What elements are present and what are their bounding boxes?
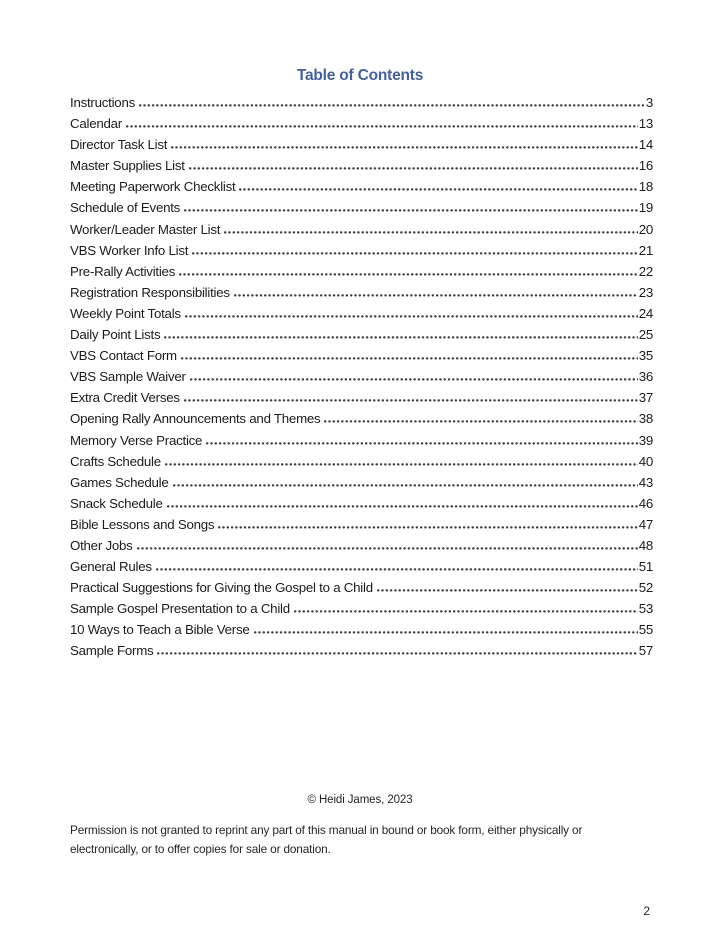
toc-entry-label: Calendar bbox=[70, 116, 122, 132]
toc-entry bbox=[70, 369, 653, 390]
toc-entry bbox=[70, 411, 653, 432]
toc-entry-label: General Rules bbox=[70, 559, 152, 575]
toc-entry-page: 52 bbox=[638, 580, 653, 596]
toc-entry-label: Registration Responsibilities bbox=[70, 284, 230, 300]
toc-entry-label: Practical Suggestions for Giving the Gospel to a Child bbox=[70, 580, 373, 596]
toc-entry-label: Snack Schedule bbox=[70, 495, 163, 511]
toc-entry-label: Memory Verse Practice bbox=[70, 432, 203, 448]
permission-line: electronically, or to offer copies for sale or donation. bbox=[70, 842, 331, 856]
toc-entry-page: 18 bbox=[638, 179, 653, 195]
dot-leader bbox=[234, 292, 638, 297]
toc-entry bbox=[70, 538, 653, 559]
toc-entry bbox=[70, 601, 653, 622]
toc-entry-page: 47 bbox=[638, 516, 653, 532]
dot-leader bbox=[189, 165, 638, 170]
toc-entry-label: Games Schedule bbox=[70, 474, 169, 490]
toc-entry-page: 38 bbox=[638, 411, 653, 427]
dot-leader bbox=[254, 629, 638, 634]
toc-entry-label: Instructions bbox=[70, 95, 135, 110]
toc-entry-page: 39 bbox=[638, 432, 653, 448]
dot-leader bbox=[181, 355, 638, 360]
dot-leader bbox=[137, 545, 638, 550]
toc-entry-label: Weekly Point Totals bbox=[70, 305, 181, 321]
dot-leader bbox=[239, 186, 637, 191]
dot-leader bbox=[377, 587, 638, 592]
toc-entry-label: Worker/Leader Master List bbox=[70, 221, 221, 237]
dot-leader bbox=[139, 102, 645, 107]
toc-entry-label: Master Supplies List bbox=[70, 158, 185, 174]
toc-entry-label: Schedule of Events bbox=[70, 200, 181, 216]
toc-entry-page: 25 bbox=[638, 327, 653, 343]
permission-text bbox=[70, 821, 680, 859]
dot-leader bbox=[294, 608, 638, 613]
toc-entry bbox=[70, 222, 653, 243]
toc-entry-label: Opening Rally Announcements and Themes bbox=[70, 411, 321, 427]
dot-leader bbox=[190, 376, 638, 381]
toc-entry bbox=[70, 264, 653, 285]
toc-entry-label: Crafts Schedule bbox=[70, 453, 161, 469]
dot-leader bbox=[184, 397, 638, 402]
toc-entry-label: Sample Gospel Presentation to a Child bbox=[70, 601, 290, 617]
toc-entry-page: 36 bbox=[638, 369, 653, 385]
toc-entry-page: 3 bbox=[645, 95, 653, 110]
toc-entry bbox=[70, 306, 653, 327]
copyright-line: © Heidi James, 2023 bbox=[307, 794, 413, 806]
toc-entry-page: 53 bbox=[638, 601, 653, 617]
toc-entry-label: Meeting Paperwork Checklist bbox=[70, 179, 236, 195]
toc-entry-page: 46 bbox=[638, 495, 653, 511]
toc-entry bbox=[70, 348, 653, 369]
toc-entry-page: 55 bbox=[638, 622, 653, 638]
toc-entry-page: 23 bbox=[638, 284, 653, 300]
toc-entry-label: Other Jobs bbox=[70, 537, 133, 553]
toc-entry-label: Daily Point Lists bbox=[70, 327, 161, 343]
toc-entry-page: 57 bbox=[638, 643, 653, 659]
dot-leader bbox=[173, 482, 638, 487]
toc-entry bbox=[70, 158, 653, 179]
toc-entry bbox=[70, 179, 653, 200]
toc-entry-label: Director Task List bbox=[70, 137, 168, 153]
dot-leader bbox=[224, 229, 638, 234]
toc-entry bbox=[70, 475, 653, 496]
page-number: 2 bbox=[643, 904, 650, 918]
toc-entry-page: 48 bbox=[638, 537, 653, 553]
dot-leader bbox=[179, 271, 638, 276]
toc-entry-label: Extra Credit Verses bbox=[70, 390, 180, 406]
toc-entry-label: VBS Contact Form bbox=[70, 348, 177, 364]
toc-entry bbox=[70, 559, 653, 580]
toc-entry-page: 24 bbox=[638, 305, 653, 321]
toc-entry bbox=[70, 390, 653, 411]
toc-entry-label: VBS Sample Waiver bbox=[70, 369, 186, 385]
toc-entry bbox=[70, 622, 653, 643]
toc-entry-page: 35 bbox=[638, 348, 653, 364]
dot-leader bbox=[164, 334, 637, 339]
table-of-contents bbox=[70, 95, 653, 665]
toc-entry bbox=[70, 580, 653, 601]
dot-leader bbox=[218, 524, 637, 529]
toc-entry bbox=[70, 517, 653, 538]
toc-entry bbox=[70, 243, 653, 264]
toc-entry bbox=[70, 116, 653, 137]
toc-entry bbox=[70, 137, 653, 158]
page-title: Table of Contents bbox=[296, 67, 424, 84]
toc-entry-page: 51 bbox=[638, 559, 653, 575]
toc-entry-page: 22 bbox=[638, 263, 653, 279]
permission-line: Permission is not granted to reprint any part of this manual in bound or book form, either physically or bbox=[70, 823, 583, 837]
toc-entry-label: VBS Worker Info List bbox=[70, 242, 189, 258]
dot-leader bbox=[157, 650, 637, 655]
toc-entry bbox=[70, 433, 653, 454]
toc-entry-page: 19 bbox=[638, 200, 653, 216]
toc-entry-label: 10 Ways to Teach a Bible Verse bbox=[70, 622, 250, 638]
toc-entry-page: 40 bbox=[638, 453, 653, 469]
toc-entry bbox=[70, 327, 653, 348]
toc-entry bbox=[70, 200, 653, 221]
dot-leader bbox=[126, 123, 638, 128]
toc-entry bbox=[70, 95, 653, 116]
dot-leader bbox=[206, 440, 638, 445]
toc-entry-page: 21 bbox=[638, 242, 653, 258]
toc-entry-page: 16 bbox=[638, 158, 653, 174]
toc-entry-page: 37 bbox=[638, 390, 653, 406]
toc-entry-label: Bible Lessons and Songs bbox=[70, 516, 215, 532]
dot-leader bbox=[156, 566, 638, 571]
toc-entry-page: 20 bbox=[638, 221, 653, 237]
dot-leader bbox=[184, 207, 638, 212]
dot-leader bbox=[171, 144, 637, 149]
dot-leader bbox=[324, 418, 637, 423]
dot-leader bbox=[165, 461, 638, 466]
toc-entry-page: 13 bbox=[638, 116, 653, 132]
toc-entry bbox=[70, 643, 653, 664]
toc-entry bbox=[70, 454, 653, 475]
toc-entry-label: Pre-Rally Activities bbox=[70, 263, 176, 279]
dot-leader bbox=[167, 503, 638, 508]
toc-entry bbox=[70, 496, 653, 517]
toc-entry-page: 14 bbox=[638, 137, 653, 153]
toc-entry-page: 43 bbox=[638, 474, 653, 490]
toc-entry bbox=[70, 285, 653, 306]
dot-leader bbox=[185, 313, 638, 318]
dot-leader bbox=[192, 250, 638, 255]
toc-entry-label: Sample Forms bbox=[70, 643, 154, 659]
